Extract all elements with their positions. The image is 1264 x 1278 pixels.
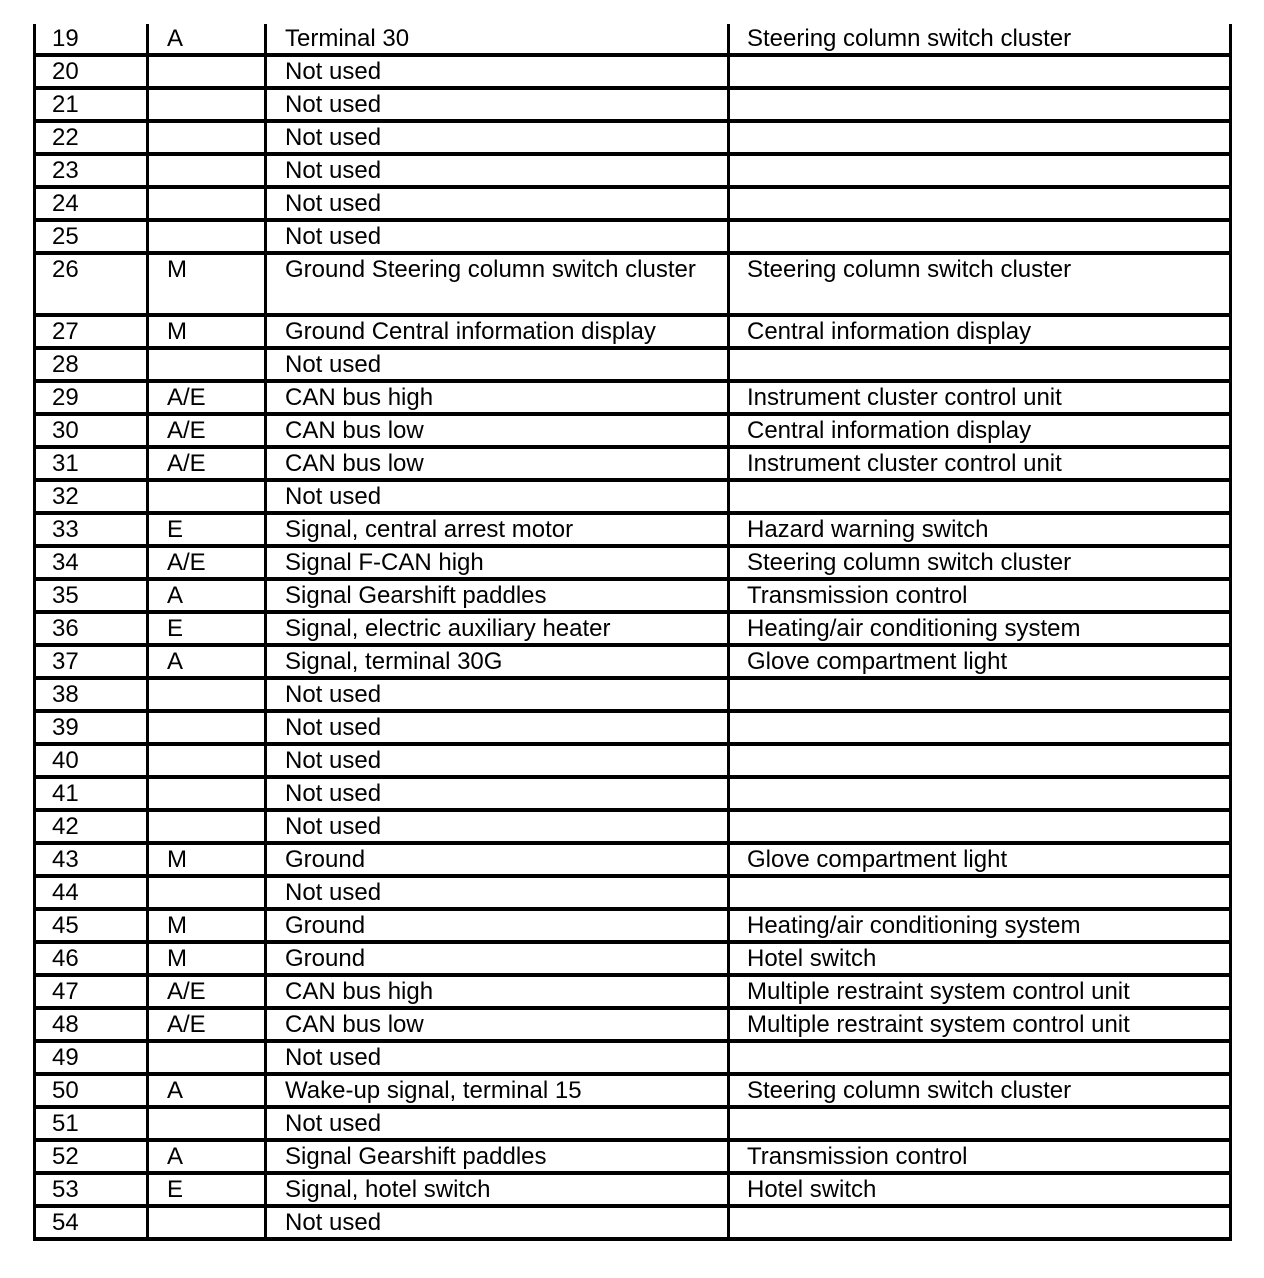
connected-component-cell: Instrument cluster control unit xyxy=(729,447,1231,480)
signal-description-cell: CAN bus high xyxy=(266,381,729,414)
table-row xyxy=(35,1008,1231,1041)
table-row xyxy=(35,843,1231,876)
table-row xyxy=(35,942,1231,975)
signal-description-cell: Not used xyxy=(266,88,729,121)
pin-number-cell: 45 xyxy=(35,909,148,942)
connected-component-cell xyxy=(729,121,1231,154)
connected-component-cell xyxy=(729,480,1231,513)
pin-number-cell: 29 xyxy=(35,381,148,414)
connected-component-cell: Hazard warning switch xyxy=(729,513,1231,546)
signal-description-cell: Not used xyxy=(266,1107,729,1140)
signal-description-cell: Ground xyxy=(266,843,729,876)
pin-number-cell: 19 xyxy=(35,24,148,55)
table-row xyxy=(35,909,1231,942)
signal-type-cell: A/E xyxy=(148,447,266,480)
table-row xyxy=(35,513,1231,546)
table-row xyxy=(35,810,1231,843)
signal-description-cell: CAN bus low xyxy=(266,1008,729,1041)
signal-type-cell xyxy=(148,55,266,88)
signal-type-cell: A xyxy=(148,1140,266,1173)
signal-type-cell xyxy=(148,154,266,187)
table-row xyxy=(35,348,1231,381)
signal-type-cell: A/E xyxy=(148,1008,266,1041)
signal-type-cell: A xyxy=(148,24,266,55)
signal-type-cell xyxy=(148,678,266,711)
signal-description-cell: Terminal 30 xyxy=(266,24,729,55)
table-row xyxy=(35,88,1231,121)
connected-component-cell xyxy=(729,55,1231,88)
table-row xyxy=(35,154,1231,187)
table-row xyxy=(35,220,1231,253)
signal-type-cell xyxy=(148,777,266,810)
pin-number-cell: 47 xyxy=(35,975,148,1008)
signal-type-cell xyxy=(148,1206,266,1239)
signal-description-cell: CAN bus high xyxy=(266,975,729,1008)
table-row xyxy=(35,1206,1231,1239)
pin-number-cell: 28 xyxy=(35,348,148,381)
signal-description-cell: Not used xyxy=(266,121,729,154)
pin-number-cell: 39 xyxy=(35,711,148,744)
connected-component-cell xyxy=(729,88,1231,121)
signal-type-cell: M xyxy=(148,909,266,942)
table-row xyxy=(35,678,1231,711)
table-row xyxy=(35,24,1231,55)
signal-description-cell: Not used xyxy=(266,1041,729,1074)
table-row xyxy=(35,253,1231,315)
table-row xyxy=(35,414,1231,447)
pin-number-cell: 30 xyxy=(35,414,148,447)
connected-component-cell: Multiple restraint system control unit xyxy=(729,975,1231,1008)
connected-component-cell: Steering column switch cluster xyxy=(729,24,1231,55)
pin-number-cell: 48 xyxy=(35,1008,148,1041)
pin-number-cell: 32 xyxy=(35,480,148,513)
signal-description-cell: Not used xyxy=(266,154,729,187)
signal-type-cell: A/E xyxy=(148,414,266,447)
signal-type-cell: E xyxy=(148,1173,266,1206)
signal-description-cell: Not used xyxy=(266,1206,729,1239)
signal-description-cell: Ground xyxy=(266,942,729,975)
signal-type-cell: A/E xyxy=(148,381,266,414)
signal-description-cell: Not used xyxy=(266,187,729,220)
signal-type-cell xyxy=(148,480,266,513)
signal-type-cell xyxy=(148,744,266,777)
table-row xyxy=(35,975,1231,1008)
connected-component-cell xyxy=(729,187,1231,220)
signal-type-cell: A xyxy=(148,645,266,678)
pin-number-cell: 20 xyxy=(35,55,148,88)
connected-component-cell xyxy=(729,348,1231,381)
table-row xyxy=(35,744,1231,777)
signal-description-cell: Not used xyxy=(266,876,729,909)
signal-description-cell: Not used xyxy=(266,55,729,88)
signal-description-cell: Signal Gearshift paddles xyxy=(266,1140,729,1173)
signal-description-cell: Signal, electric auxiliary heater xyxy=(266,612,729,645)
signal-description-cell: CAN bus low xyxy=(266,414,729,447)
connected-component-cell: Heating/air conditioning system xyxy=(729,909,1231,942)
signal-type-cell xyxy=(148,711,266,744)
table-row xyxy=(35,1041,1231,1074)
table-row xyxy=(35,711,1231,744)
signal-description-cell: Signal Gearshift paddles xyxy=(266,579,729,612)
table-row xyxy=(35,480,1231,513)
table-row xyxy=(35,1074,1231,1107)
pin-number-cell: 52 xyxy=(35,1140,148,1173)
signal-description-cell: Not used xyxy=(266,220,729,253)
signal-description-cell: Wake-up signal, terminal 15 xyxy=(266,1074,729,1107)
signal-type-cell: A xyxy=(148,579,266,612)
pin-number-cell: 38 xyxy=(35,678,148,711)
connected-component-cell: Transmission control xyxy=(729,579,1231,612)
signal-type-cell: E xyxy=(148,513,266,546)
connected-component-cell xyxy=(729,1107,1231,1140)
connected-component-cell: Hotel switch xyxy=(729,1173,1231,1206)
pin-number-cell: 46 xyxy=(35,942,148,975)
signal-description-cell: Ground xyxy=(266,909,729,942)
table-row xyxy=(35,1173,1231,1206)
pin-number-cell: 51 xyxy=(35,1107,148,1140)
table-row xyxy=(35,546,1231,579)
signal-type-cell: M xyxy=(148,843,266,876)
signal-type-cell xyxy=(148,88,266,121)
signal-description-cell: Not used xyxy=(266,348,729,381)
connected-component-cell: Central information display xyxy=(729,315,1231,348)
connected-component-cell xyxy=(729,777,1231,810)
pin-number-cell: 34 xyxy=(35,546,148,579)
connected-component-cell: Steering column switch cluster xyxy=(729,253,1231,315)
signal-description-cell: Not used xyxy=(266,678,729,711)
connected-component-cell xyxy=(729,810,1231,843)
signal-description-cell: Not used xyxy=(266,480,729,513)
signal-description-cell: Ground Steering column switch cluster xyxy=(266,253,729,315)
pin-number-cell: 44 xyxy=(35,876,148,909)
pin-number-cell: 53 xyxy=(35,1173,148,1206)
connected-component-cell: Hotel switch xyxy=(729,942,1231,975)
signal-type-cell: M xyxy=(148,315,266,348)
signal-description-cell: Ground Central information display xyxy=(266,315,729,348)
connected-component-cell: Glove compartment light xyxy=(729,645,1231,678)
signal-type-cell xyxy=(148,1041,266,1074)
connected-component-cell xyxy=(729,154,1231,187)
connected-component-cell xyxy=(729,1041,1231,1074)
pin-number-cell: 35 xyxy=(35,579,148,612)
connected-component-cell xyxy=(729,678,1231,711)
connected-component-cell: Glove compartment light xyxy=(729,843,1231,876)
table-row xyxy=(35,447,1231,480)
pin-number-cell: 23 xyxy=(35,154,148,187)
pin-number-cell: 37 xyxy=(35,645,148,678)
table-row xyxy=(35,579,1231,612)
signal-type-cell xyxy=(148,187,266,220)
signal-description-cell: Not used xyxy=(266,711,729,744)
signal-description-cell: Signal, central arrest motor xyxy=(266,513,729,546)
signal-type-cell xyxy=(148,348,266,381)
table-row xyxy=(35,1107,1231,1140)
pin-number-cell: 50 xyxy=(35,1074,148,1107)
signal-type-cell xyxy=(148,1107,266,1140)
pin-number-cell: 27 xyxy=(35,315,148,348)
pin-number-cell: 25 xyxy=(35,220,148,253)
signal-type-cell xyxy=(148,876,266,909)
signal-type-cell xyxy=(148,220,266,253)
table-row xyxy=(35,645,1231,678)
connected-component-cell: Central information display xyxy=(729,414,1231,447)
connected-component-cell: Instrument cluster control unit xyxy=(729,381,1231,414)
table-row xyxy=(35,1140,1231,1173)
signal-description-cell: Signal, terminal 30G xyxy=(266,645,729,678)
connected-component-cell: Steering column switch cluster xyxy=(729,1074,1231,1107)
signal-type-cell xyxy=(148,810,266,843)
connected-component-cell xyxy=(729,744,1231,777)
connected-component-cell xyxy=(729,1206,1231,1239)
table-row xyxy=(35,381,1231,414)
signal-description-cell: Not used xyxy=(266,777,729,810)
pin-number-cell: 21 xyxy=(35,88,148,121)
signal-type-cell: A xyxy=(148,1074,266,1107)
table-row xyxy=(35,612,1231,645)
table-row xyxy=(35,55,1231,88)
connected-component-cell: Heating/air conditioning system xyxy=(729,612,1231,645)
table-row xyxy=(35,315,1231,348)
pin-number-cell: 49 xyxy=(35,1041,148,1074)
signal-type-cell xyxy=(148,121,266,154)
signal-description-cell: Not used xyxy=(266,810,729,843)
connected-component-cell xyxy=(729,876,1231,909)
signal-description-cell: CAN bus low xyxy=(266,447,729,480)
table-row xyxy=(35,777,1231,810)
signal-type-cell: E xyxy=(148,612,266,645)
signal-type-cell: M xyxy=(148,942,266,975)
pin-number-cell: 24 xyxy=(35,187,148,220)
table-row xyxy=(35,876,1231,909)
signal-description-cell: Not used xyxy=(266,744,729,777)
connected-component-cell: Multiple restraint system control unit xyxy=(729,1008,1231,1041)
pin-number-cell: 54 xyxy=(35,1206,148,1239)
pin-number-cell: 33 xyxy=(35,513,148,546)
table-row xyxy=(35,121,1231,154)
pin-number-cell: 41 xyxy=(35,777,148,810)
pin-number-cell: 31 xyxy=(35,447,148,480)
connected-component-cell: Steering column switch cluster xyxy=(729,546,1231,579)
pin-number-cell: 26 xyxy=(35,253,148,315)
pin-assignment-table xyxy=(33,24,1232,1241)
signal-description-cell: Signal, hotel switch xyxy=(266,1173,729,1206)
pin-number-cell: 42 xyxy=(35,810,148,843)
signal-type-cell: A/E xyxy=(148,546,266,579)
signal-type-cell: M xyxy=(148,253,266,315)
signal-description-cell: Signal F-CAN high xyxy=(266,546,729,579)
pin-number-cell: 43 xyxy=(35,843,148,876)
table-row xyxy=(35,187,1231,220)
pin-table-body xyxy=(35,24,1231,1239)
pin-number-cell: 22 xyxy=(35,121,148,154)
connected-component-cell xyxy=(729,220,1231,253)
pin-number-cell: 40 xyxy=(35,744,148,777)
signal-type-cell: A/E xyxy=(148,975,266,1008)
connected-component-cell xyxy=(729,711,1231,744)
connected-component-cell: Transmission control xyxy=(729,1140,1231,1173)
pin-number-cell: 36 xyxy=(35,612,148,645)
